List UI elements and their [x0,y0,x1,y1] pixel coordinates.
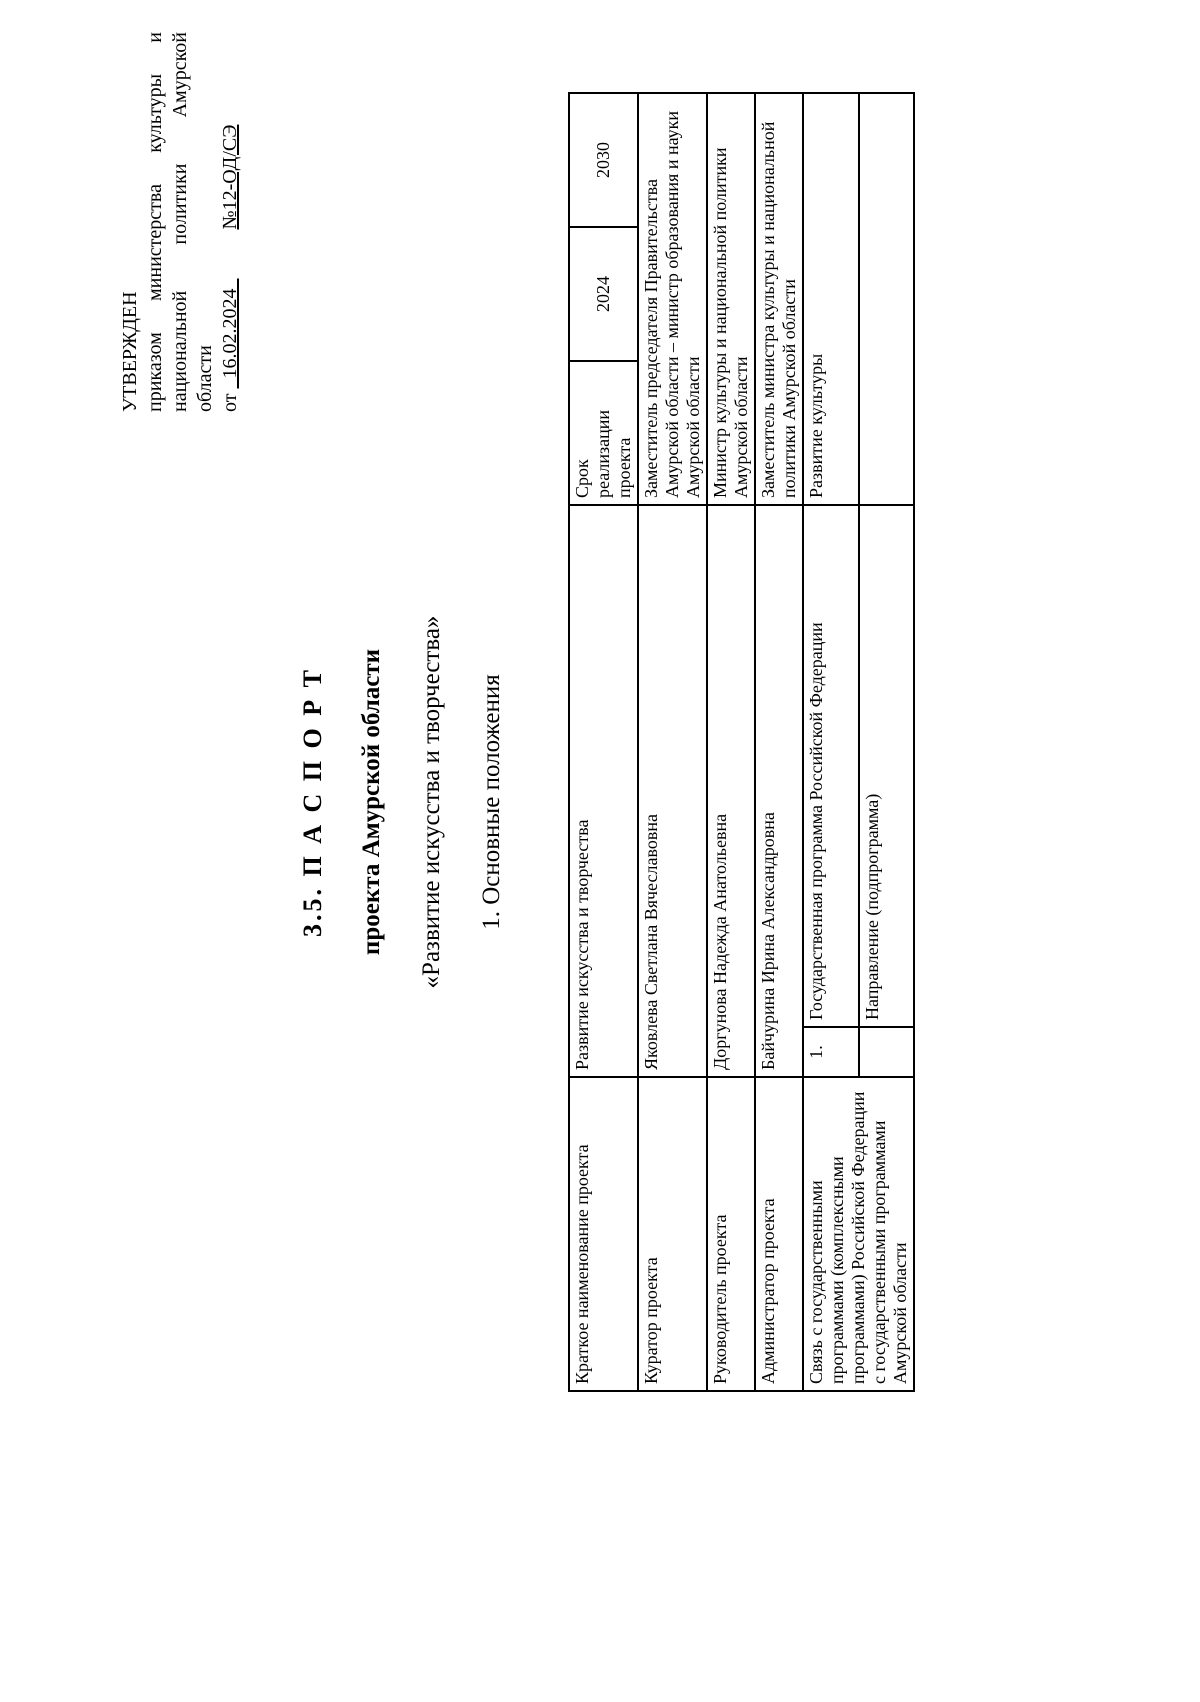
row-label: Связь с государственными программами (комплексными программами) Российской Федерации с государственными программами Амурской области [803,1077,914,1391]
row-label: Куратор проекта [638,1077,707,1391]
project-name: «Развитие искусства и творчества» [418,615,445,989]
approval-number: №12-ОД/СЭ [219,124,241,230]
rotated-sheet [0,2,1200,1702]
main-positions-table [568,92,915,1392]
administrator-position: Заместитель министра культуры и национальной политики Амурской области [755,93,803,505]
row-label: Краткое наименование проекта [569,1077,638,1391]
approval-date: 16.02.2024 [219,288,241,379]
year-start: 2024 [569,227,638,361]
direction-value [859,93,915,505]
empty-cell [859,1027,915,1077]
approval-date-line [218,32,243,412]
row-label: Руководитель проекта [707,1077,755,1391]
approval-title: УТВЕРЖДЕН [119,291,141,412]
row-label: Администратор проекта [755,1077,803,1391]
table-row [755,93,803,1391]
approval-word: министерства [144,184,166,301]
approval-word: приказом [144,332,166,412]
passport-heading: 3.5. П А С П О Р Т [298,667,327,937]
approval-word: политики [169,163,191,245]
program-value: Развитие культуры [803,93,859,505]
table-row [803,93,859,1391]
date-prefix: от [219,393,241,412]
year-end: 2030 [569,93,638,227]
program-label: Государственная программа Российской Федерации [803,505,859,1027]
approval-word: Амурской [169,32,191,118]
approval-stamp [118,32,243,412]
head-position: Министр культуры и национальной политики Амурской области [707,93,755,505]
table-row [707,93,755,1391]
approval-line-3 [168,32,193,412]
item-number: 1. [803,1027,859,1077]
table-row [569,93,638,1391]
approval-word: культуры [144,73,166,153]
passport-subheading: проекта Амурской области [358,648,385,956]
approval-line-2 [143,32,168,412]
project-short-name: Развитие искусства и творчества [569,505,638,1077]
approval-line-4: области [194,345,216,412]
head-name: Доргунова Надежда Анатольевна [707,505,755,1077]
direction-label: Направление (подпрограмма) [859,505,915,1027]
curator-position: Заместитель председателя Правительства Амурской области – министр образования и науки Амурской области [638,93,707,505]
table-row [638,93,707,1391]
approval-word: и [144,32,166,43]
term-label: Срок реализации проекта [569,361,638,505]
section-heading: 1. Основные положения [478,674,505,930]
curator-name: Яковлева Светлана Вячеславовна [638,505,707,1077]
approval-word: национальной [169,290,191,412]
administrator-name: Байчурина Ирина Александровна [755,505,803,1077]
